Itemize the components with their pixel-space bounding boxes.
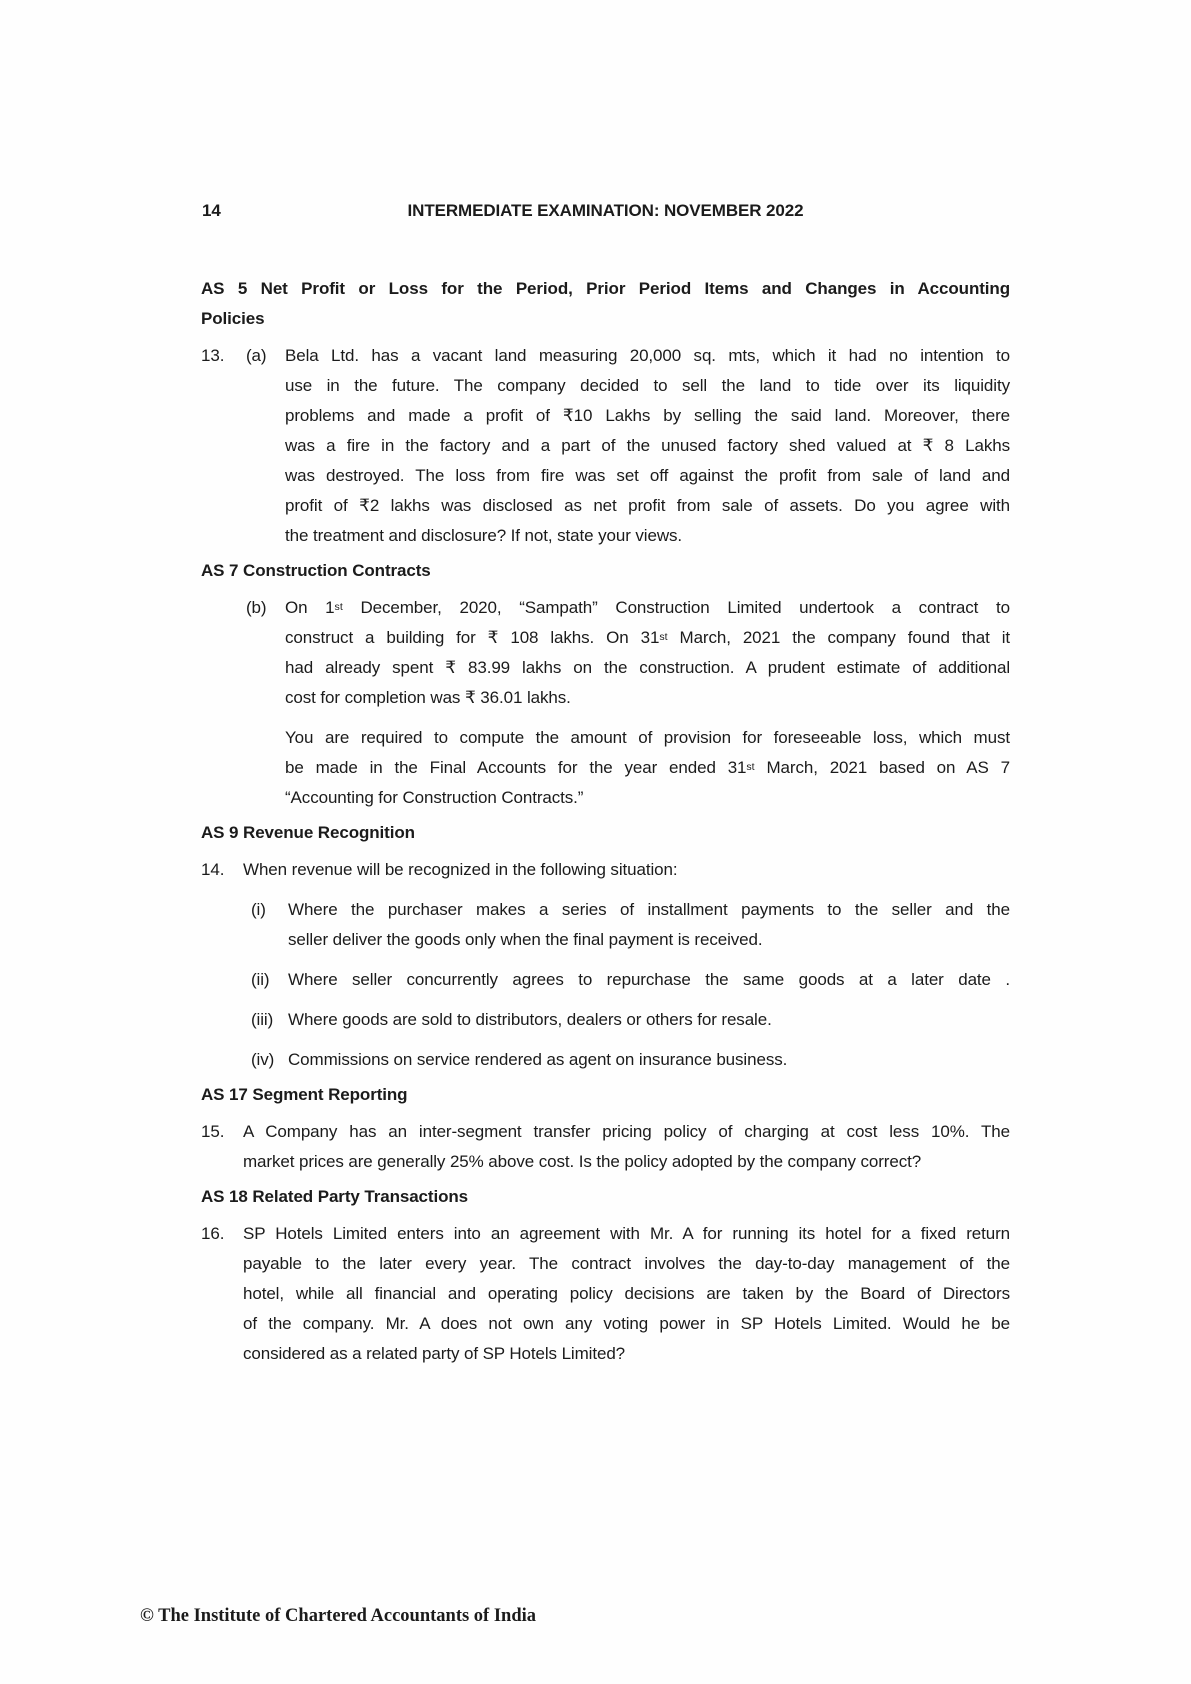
question-14-item-iii — [251, 1005, 1010, 1035]
item-ii-label: (ii) — [251, 970, 270, 989]
text-line: was destroyed. The loss from fire was set off against the profit from sale of land and — [285, 466, 1010, 485]
question-13a-label: (a) — [246, 346, 267, 365]
text-line: AS 5 Net Profit or Loss for the Period, Prior Period Items and Changes in Accounting — [201, 279, 1010, 298]
question-14-item-iv — [251, 1045, 1010, 1075]
text-line: hotel, while all financial and operating policy decisions are taken by the Board of Directors — [243, 1284, 1010, 1303]
item-iv-text — [288, 1045, 1010, 1075]
section-heading-as5 — [201, 274, 1010, 334]
question-14-item-ii — [251, 965, 1010, 995]
text-line: Policies — [201, 309, 265, 328]
question-13b — [201, 593, 1010, 713]
item-ii-text — [288, 965, 1010, 995]
item-i-label: (i) — [251, 900, 266, 919]
text-line: Commissions on service rendered as agent on insurance business. — [288, 1050, 788, 1069]
text-line: payable to the later every year. The contract involves the day-to-day management of the — [243, 1254, 1010, 1273]
text-line: the treatment and disclosure? If not, state your views. — [285, 526, 683, 545]
question-13a-text — [285, 341, 1010, 551]
text-line: market prices are generally 25% above cost. Is the policy adopted by the company correct? — [243, 1152, 922, 1171]
text-line: was a fire in the factory and a part of the unused factory shed valued at ₹ 8 Lakhs — [285, 436, 1010, 455]
item-iii-label: (iii) — [251, 1010, 274, 1029]
question-15-text — [243, 1117, 1010, 1177]
question-13b-label: (b) — [246, 598, 267, 617]
question-13b-paragraph-2 — [285, 723, 1010, 813]
text-line: You are required to compute the amount of provision for foreseeable loss, which must — [285, 728, 1010, 747]
question-14-number: 14. — [201, 860, 225, 879]
text-line: On 1st December, 2020, “Sampath” Construction Limited undertook a contract to — [285, 598, 1010, 617]
text-line: of the company. Mr. A does not own any voting power in SP Hotels Limited. Would he be — [243, 1314, 1010, 1333]
text-line: problems and made a profit of ₹10 Lakhs by selling the said land. Moreover, there — [285, 406, 1010, 425]
copyright-notice: © The Institute of Chartered Accountants of India — [140, 1606, 537, 1626]
question-14 — [201, 855, 1010, 885]
page-content — [201, 196, 1010, 1369]
document-title: INTERMEDIATE EXAMINATION: NOVEMBER 2022 — [407, 201, 804, 220]
text-line: Bela Ltd. has a vacant land measuring 20,000 sq. mts, which it had no intention to — [285, 346, 1010, 365]
text-line: seller deliver the goods only when the final payment is received. — [288, 930, 763, 949]
text-line: profit of ₹2 lakhs was disclosed as net profit from sale of assets. Do you agree with — [285, 496, 1010, 515]
section-heading-as17: AS 17 Segment Reporting — [201, 1085, 408, 1104]
text-line: had already spent ₹ 83.99 lakhs on the construction. A prudent estimate of additional — [285, 658, 1010, 677]
question-13a — [201, 341, 1010, 551]
section-heading-as7: AS 7 Construction Contracts — [201, 561, 431, 580]
question-14-item-i — [251, 895, 1010, 955]
item-iv-label: (iv) — [251, 1050, 275, 1069]
question-13b-paragraph-1 — [285, 593, 1010, 713]
question-16-text — [243, 1219, 1010, 1369]
text-line: Where goods are sold to distributors, dealers or others for resale. — [288, 1010, 772, 1029]
page-number: 14 — [202, 201, 221, 220]
question-16-number: 16. — [201, 1224, 225, 1243]
item-iii-text — [288, 1005, 1010, 1035]
section-heading-as18: AS 18 Related Party Transactions — [201, 1187, 469, 1206]
question-16 — [201, 1219, 1010, 1369]
item-i-text — [288, 895, 1010, 955]
text-line: Where the purchaser makes a series of installment payments to the seller and the — [288, 900, 1010, 919]
text-line: construct a building for ₹ 108 lakhs. On 31st March, 2021 the company found that it — [285, 628, 1011, 647]
text-line: SP Hotels Limited enters into an agreement with Mr. A for running its hotel for a fixed return — [243, 1224, 1010, 1243]
question-13b-number-spacer — [201, 593, 246, 713]
text-line: cost for completion was ₹ 36.01 lakhs. — [285, 688, 571, 707]
text-line: be made in the Final Accounts for the year ended 31st March, 2021 based on AS 7 — [285, 758, 1010, 777]
text-line: A Company has an inter-segment transfer pricing policy of charging at cost less 10%. The — [243, 1122, 1010, 1141]
page-header — [201, 196, 1010, 226]
question-15 — [201, 1117, 1010, 1177]
text-line: Where seller concurrently agrees to repurchase the same goods at a later date . — [288, 970, 1010, 989]
section-heading-as9: AS 9 Revenue Recognition — [201, 823, 415, 842]
text-line: “Accounting for Construction Contracts.” — [285, 788, 584, 807]
text-line: considered as a related party of SP Hotels Limited? — [243, 1344, 626, 1363]
question-14-intro: When revenue will be recognized in the following situation: — [243, 860, 678, 879]
question-15-number: 15. — [201, 1122, 225, 1141]
question-13-number: 13. — [201, 346, 225, 365]
text-line: use in the future. The company decided to sell the land to tide over its liquidity — [285, 376, 1010, 395]
